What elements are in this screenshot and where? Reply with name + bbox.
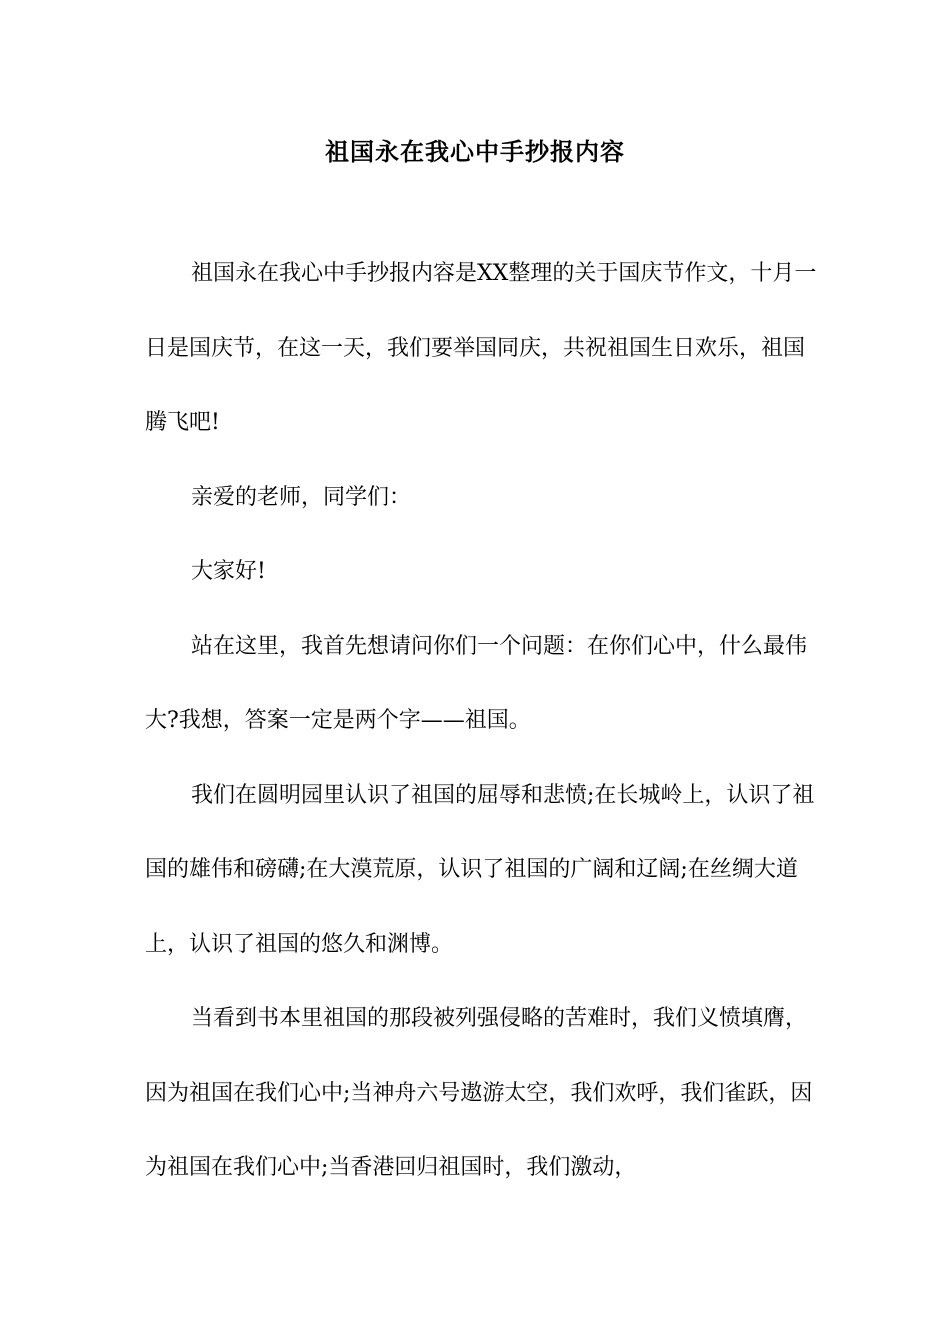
document-body [145,237,825,1206]
paragraph-greeting-teachers: 亲爱的老师，同学们： [191,484,412,510]
paragraph-intro: 祖国永在我心中手抄报内容是XX整理的关于国庆节作文，十月一日是国庆节，在这一天，我们要举国同庆，共祝祖国生日欢乐，祖国腾飞吧! [145,261,817,435]
paragraph-recognition: 我们在圆明园里认识了祖国的屈辱和悲愤;在长城岭上，认识了祖国的雄伟和磅礴;在大漠荒原，认识了祖国的广阔和辽阔;在丝绸大道上，认识了祖国的悠久和渊博。 [145,782,815,957]
paragraph-emotions: 当看到书本里祖国的那段被列强侵略的苦难时，我们义愤填膺，因为祖国在我们心中;当神舟六号遨游太空，我们欢呼，我们雀跃，因为祖国在我们心中;当香港回归祖国时，我们激动， [145,1006,813,1180]
paragraph-question: 站在这里，我首先想请问你们一个问题：在你们心中，什么最伟大?我想，答案一定是两个字——祖国。 [145,633,808,733]
paragraph-greeting-all: 大家好! [191,559,266,584]
document-title: 祖国永在我心中手抄报内容 [325,137,625,166]
